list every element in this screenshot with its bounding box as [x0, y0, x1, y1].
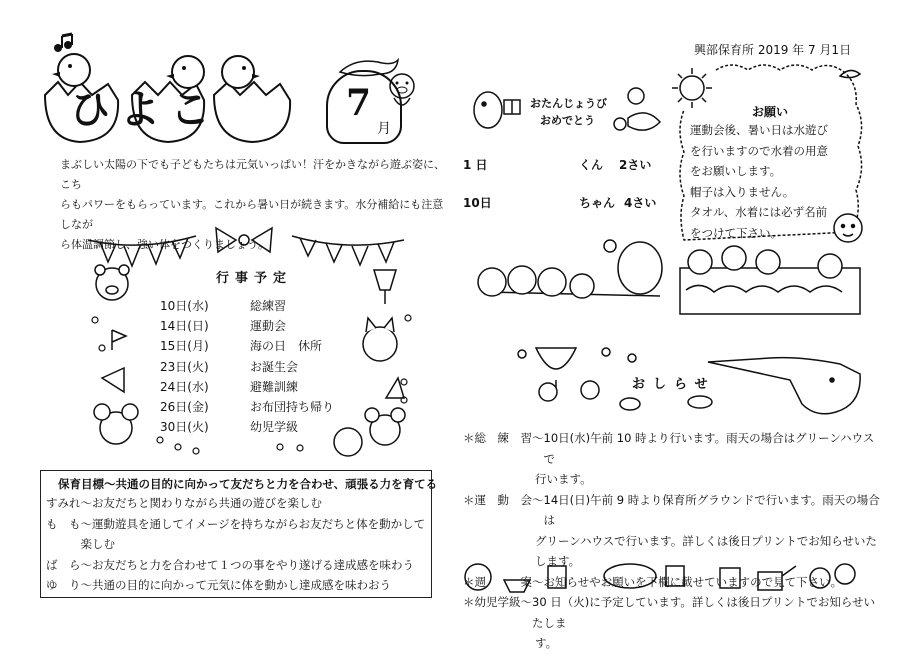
news-item-cont: す。 — [535, 636, 558, 650]
news-item: ＊幼児学級～ 30 日（火)に予定しています。詳しくは後日プリントでお知らせいたしま — [463, 595, 876, 630]
event-row: 15日(月) 海の日 休所 — [160, 339, 323, 354]
event-row: 30日(火) 幼児学級 — [160, 420, 299, 435]
birthday-age: 2さい — [619, 158, 652, 172]
birthday-name: くん — [579, 158, 604, 172]
news-item: ＊週 案～ お知らせやお願いを下欄に載せていますので見て下さい。 — [463, 574, 843, 589]
tug-of-war-illustration — [478, 240, 662, 298]
bird-flower-illustration — [614, 88, 660, 130]
sun-icon — [672, 68, 712, 108]
intro-line: らもパワーをもらっています。これから暑い日が続きます。水分補給にも注意しなが — [60, 198, 444, 231]
goal-line: も も～運動遊具を通してイメージを持ちながらお友だちと体を動かして — [46, 516, 426, 531]
elephant-illustration — [708, 358, 860, 414]
event-row: 24日(水) 避難訓練 — [160, 379, 299, 394]
news-item-cont: グリーンハウスで行います。詳しくは後日プリントでお知らせいたします。 — [535, 533, 877, 568]
intro-line: まぶしい太陽の下でも子どもたちは元気いっぱい！汗をかきながら遊ぶ姿に、こち — [60, 158, 445, 191]
news-list — [463, 428, 883, 654]
goal-line: ゆ り～共通の目的に向かって元気に体を動かし達成感を味わおう — [46, 578, 391, 592]
request-title: お願い — [752, 105, 789, 119]
birthday-age: 4さい — [624, 196, 657, 210]
birthday-day: 1 日 — [463, 158, 488, 172]
events-title: 行事予定 — [216, 271, 293, 286]
request-line: 帽子は入りません。 — [690, 184, 795, 199]
intro-line: ら体温調節し、強い体をつくりましょう。 — [60, 238, 269, 251]
goal-line: 楽しむ — [46, 537, 115, 551]
event-row: 26日(金) お布団持ち帰り — [160, 400, 335, 415]
birthday-name: ちゃん — [579, 196, 616, 210]
goal-line: ば ら～お友だちと力を合わせて１つの事をやり遂げる達成感を味わう — [46, 557, 414, 572]
month-unit: 月 — [377, 121, 391, 137]
penguin-gift-illustration — [474, 92, 520, 128]
glass-balloons-illustration — [518, 348, 636, 396]
news-item: ＊総 練 習～ 10日(水)午前 10 時より行います。雨天の場合はグリーンハウスで — [463, 431, 875, 466]
news-item-cont: 行います。 — [535, 472, 592, 486]
request-text — [690, 120, 870, 243]
event-row: 14日(日) 運動会 — [160, 318, 287, 333]
event-row: 23日(火) お誕生会 — [160, 359, 299, 374]
goals-title: 保育目標～共通の目的に向かって友だちと力を合わせ、頑張る力を育てる — [58, 477, 438, 491]
news-item: ＊運 動 会～ 14日(日)午前 9 時より保育所グラウンドで行います。雨天の場合は — [463, 492, 880, 527]
news-title: おしらせ — [632, 377, 716, 392]
request-line: を行いますので水着の用意 — [690, 143, 828, 158]
newsletter-title: ひよこ — [70, 87, 220, 133]
org-date: 興部保育所 2019 年 7 月1日 — [694, 43, 852, 57]
bird-icon — [840, 70, 860, 77]
request-line: 運動会後、暑い日は水遊び — [690, 123, 828, 137]
month-number: 7 — [346, 82, 372, 124]
request-line: タオル、水着には必ず名前 — [690, 205, 828, 219]
birthday-subtitle: おめでとう — [540, 114, 595, 127]
pool-scene-illustration — [680, 246, 860, 314]
request-line: をつけて下さい。 — [690, 225, 782, 240]
birthday-day: 10日 — [463, 196, 492, 210]
request-line: をお願いします。 — [690, 164, 782, 178]
birthday-title: おたんじょうび — [530, 97, 607, 110]
event-row: 10日(水) 総練習 — [160, 298, 287, 313]
goal-line: すみれ～お友だちと関わりながら共通の遊びを楽しむ — [46, 496, 322, 510]
